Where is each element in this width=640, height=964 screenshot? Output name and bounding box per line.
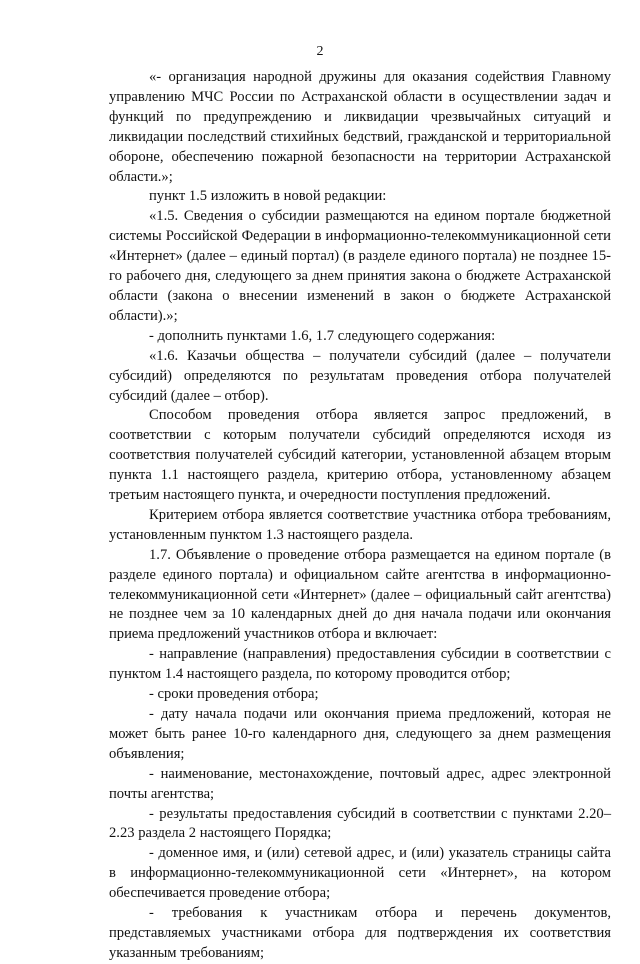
paragraph-point-1-6: «1.6. Казачьи общества – получатели субсидий (далее – получатели субсидий) определяются по результатам проведения отбора получателей субсидий (далее – отбор). (109, 347, 611, 404)
list-item-requirements: - требования к участникам отбора и перечень документов, представляемых участниками отбора для подтверждения их соответствия указанным требованиям; (109, 905, 611, 961)
list-item-direction: - направление (направления) предоставления субсидии в соответствии с пунктом 1.4 настоящего раздела, по которому проводится отбор; (109, 646, 611, 683)
paragraph-point-1-5: «1.5. Сведения о субсидии размещаются на едином портале бюджетной системы Российской Федерации в информационно-телекоммуникационной сети «Интернет» (далее – единый портал) (в разделе единого портала) не позднее 15-го рабочего дня, следующего за днем принятия закона о бюджете Астраханской области (закона о внесении изменений в закон о бюджете Астраханской области).»; (109, 208, 611, 324)
paragraph-add-points: - дополнить пунктами 1.6, 1.7 следующего содержания: (149, 327, 496, 344)
paragraph-point-1-7: 1.7. Объявление о проведение отбора размещается на едином портале (в разделе единого портала) и официальном сайте агентства в информационно-телекоммуникационной сети «Интернет» (далее – официальный сайт агентства) не позднее чем за 10 календарных дней до дня начала подачи или окончания приема предложений участников отбора и включает: (109, 546, 611, 643)
page-number: 2 (316, 44, 324, 59)
paragraph-druzhina: «- организация народной дружины для оказания содействия Главному управлению МЧС России по Астраханской области в осуществлении задач и функций по предупреждению и ликвидации чрезвычайных ситуаций и ликвидации последствий стихийных бедствий, гражданской и территориальной обороне, обеспечению пожарной безопасности на территории Астраханской области.»; (109, 69, 611, 185)
list-item-domain: - доменное имя, и (или) сетевой адрес, и (или) указатель страницы сайта в информационно-телекоммуникационной сети «Интернет», на котором обеспечивается проведение отбора; (109, 845, 611, 902)
paragraph-selection-method: Способом проведения отбора является запрос предложений, в соответствии с которым получатели субсидий определяются исходя из соответствия получателей субсидий категории, установленной абзацем вторым пункта 1.1 настоящего раздела, критерию отбора, установленному абзацем третьим настоящего пункта, и очередности поступления предложений. (109, 407, 611, 504)
document-body (109, 68, 611, 964)
list-item-agency-address: - наименование, местонахождение, почтовый адрес, адрес электронной почты агентства; (109, 765, 611, 802)
list-item-results: - результаты предоставления субсидий в соответствии с пунктами 2.20–2.23 раздела 2 настоящего Порядка; (109, 805, 611, 842)
list-item-dates: - сроки проведения отбора; (149, 686, 319, 703)
paragraph-selection-criterion: Критерием отбора является соответствие участника отбора требованиям, установленным пунктом 1.3 настоящего раздела. (109, 506, 611, 543)
paragraph-point-1-5-intro: пункт 1.5 изложить в новой редакции: (149, 188, 387, 205)
list-item-start-date: - дату начала подачи или окончания приема предложений, которая не может быть ранее 10-го календарного дня, следующего за днем размещения объявления; (109, 706, 611, 762)
